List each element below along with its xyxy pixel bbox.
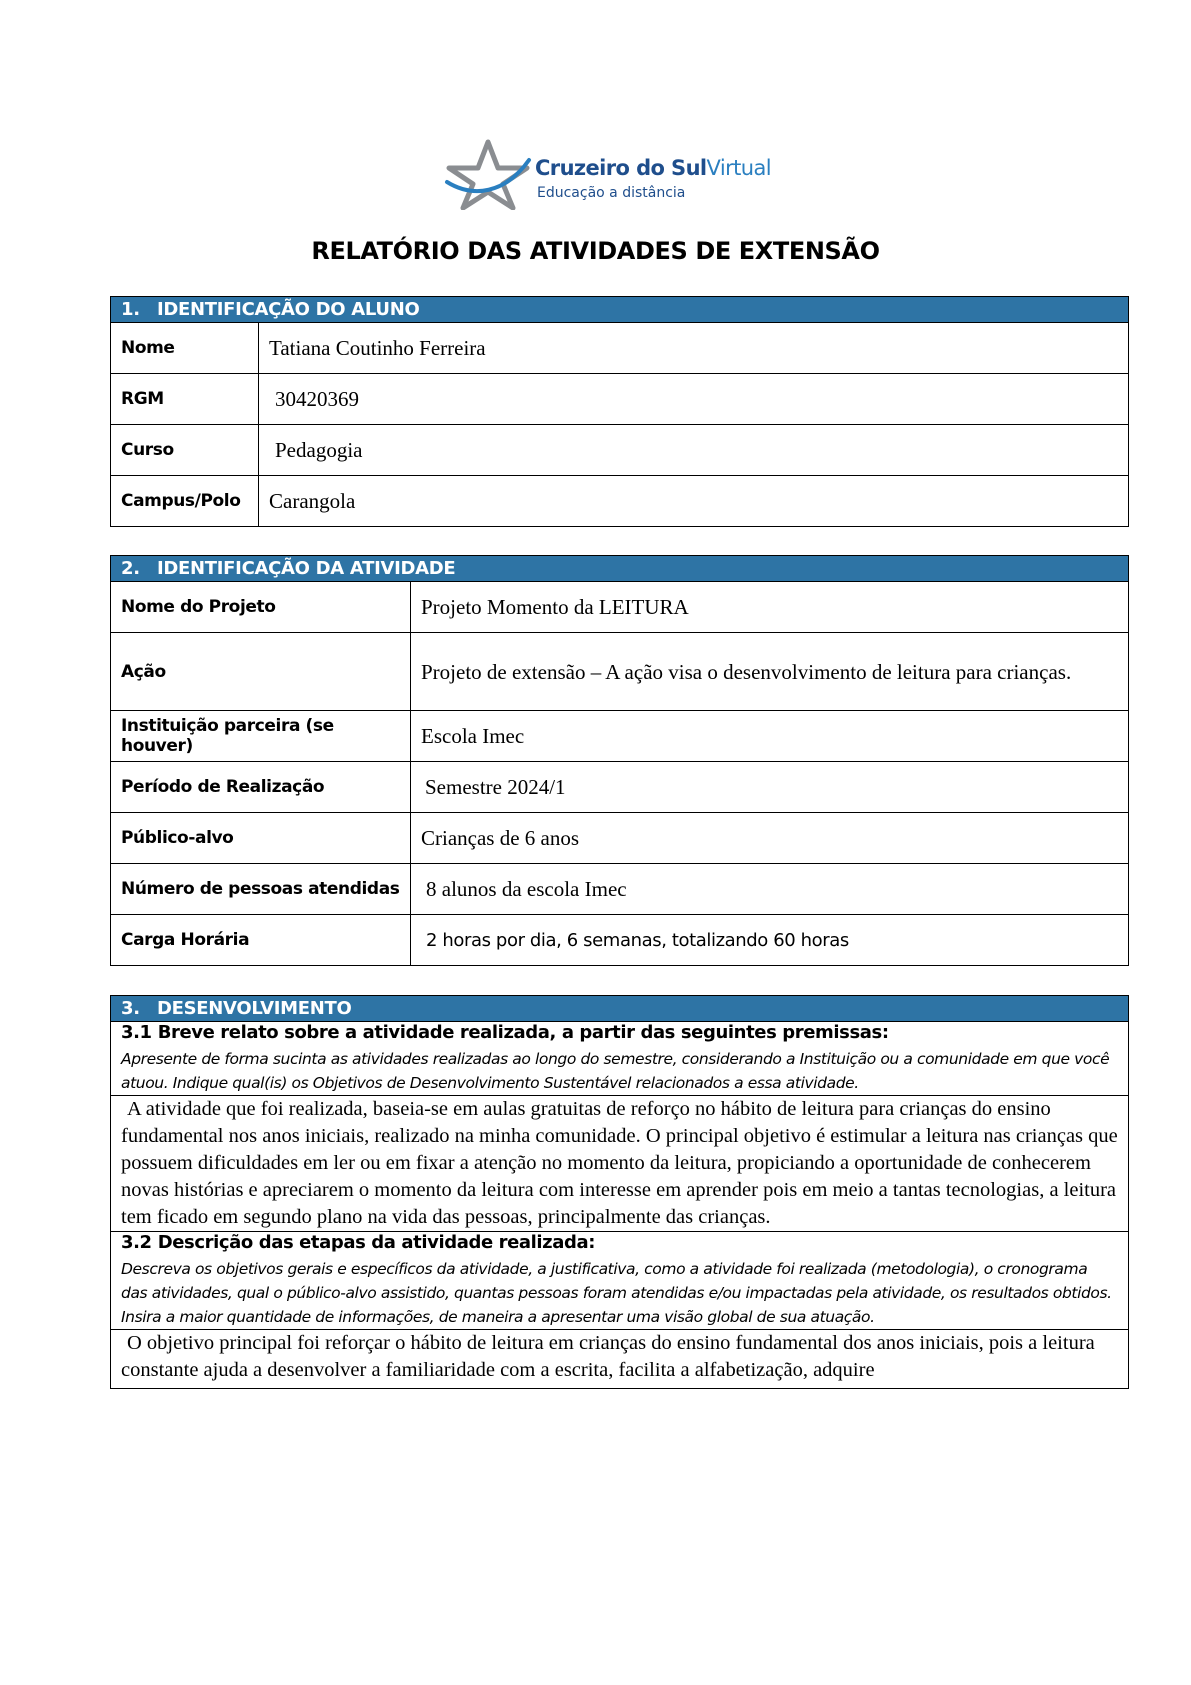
field-label-acao: Ação	[111, 633, 411, 711]
field-value-nome-projeto: Projeto Momento da LEITURA	[411, 582, 1129, 633]
logo-wordmark: Cruzeiro do SulVirtual	[535, 156, 771, 180]
section-heading: 3. DESENVOLVIMENTO	[111, 996, 1129, 1022]
field-value-carga-horaria: 2 horas por dia, 6 semanas, totalizando 60 horas	[411, 915, 1129, 966]
field-value-curso: Pedagogia	[259, 425, 1129, 476]
field-label-nome: Nome	[111, 323, 259, 374]
section-heading: 1. IDENTIFICAÇÃO DO ALUNO	[111, 297, 1129, 323]
field-label-curso: Curso	[111, 425, 259, 476]
field-value-numero-pessoas: 8 alunos da escola Imec	[411, 864, 1129, 915]
field-value-instituicao: Escola Imec	[411, 711, 1129, 762]
field-value-nome: Tatiana Coutinho Ferreira	[259, 323, 1129, 374]
field-value-publico: Crianças de 6 anos	[411, 813, 1129, 864]
section-activity-identification	[110, 555, 1129, 966]
field-label-periodo: Período de Realização	[111, 762, 411, 813]
field-label-numero-pessoas: Número de pessoas atendidas	[111, 864, 411, 915]
answer-3-1: A atividade que foi realizada, baseia-se em aulas gratuitas de reforço no hábito de leitura para crianças do ensino fundamental nos anos iniciais, realizado na minha comunidade. O principal objetivo é estimular a leitura nas crianças que possuem dificuldades em ler ou em fixar a atenção no momento da leitura, propiciando a oportunidade de conhecerem novas histórias e apreciarem o momento da leitura com interesse em aprender pois em meio a tantas tecnologias, a leitura tem ficado em segundo plano na vida das pessoas, principalmente das crianças.	[111, 1096, 1129, 1232]
institution-logo	[443, 138, 771, 213]
field-label-instituicao: Instituição parceira (se houver)	[111, 711, 411, 762]
answer-3-2: O objetivo principal foi reforçar o hábito de leitura em crianças do ensino fundamental dos anos iniciais, pois a leitura constante ajuda a desenvolver a familiaridade com a escrita, facilita a alfabetização, adquire	[111, 1330, 1129, 1389]
page-title: RELATÓRIO DAS ATIVIDADES DE EXTENSÃO	[311, 237, 880, 265]
section-student-identification	[110, 296, 1129, 527]
field-value-acao: Projeto de extensão – A ação visa o desenvolvimento de leitura para crianças.	[411, 633, 1129, 711]
section-development	[110, 995, 1129, 1389]
star-logo-icon	[443, 138, 533, 210]
prompt-3-1	[111, 1022, 1129, 1096]
field-value-rgm: 30420369	[259, 374, 1129, 425]
field-label-campus: Campus/Polo	[111, 476, 259, 527]
prompt-title: 3.2 Descrição das etapas da atividade realizada:	[121, 1232, 596, 1253]
section-heading: 2. IDENTIFICAÇÃO DA ATIVIDADE	[111, 556, 1129, 582]
field-value-campus: Carangola	[259, 476, 1129, 527]
field-value-periodo: Semestre 2024/1	[411, 762, 1129, 813]
prompt-description: Apresente de forma sucinta as atividades realizadas ao longo do semestre, considerando a Instituição ou a comunidade em que você atuou. Indique qual(is) os Objetivos de Desenvolvimento Sustentável relacionados a essa atividade.	[121, 1050, 1110, 1092]
field-label-rgm: RGM	[111, 374, 259, 425]
prompt-description: Descreva os objetivos gerais e específicos da atividade, a justificativa, como a atividade foi realizada (metodologia), o cronograma das atividades, qual o público-alvo assistido, quantas pessoas foram atendidas e/ou impactadas pela atividade, os resultados obtidos. Insira a maior quantidade de informações, de maneira a apresentar uma visão global de sua atuação.	[121, 1260, 1112, 1326]
prompt-3-2	[111, 1232, 1129, 1330]
field-label-publico: Público-alvo	[111, 813, 411, 864]
prompt-title: 3.1 Breve relato sobre a atividade realizada, a partir das seguintes premissas:	[121, 1022, 889, 1043]
logo-tagline: Educação a distância	[537, 185, 686, 201]
field-label-nome-projeto: Nome do Projeto	[111, 582, 411, 633]
field-label-carga-horaria: Carga Horária	[111, 915, 411, 966]
